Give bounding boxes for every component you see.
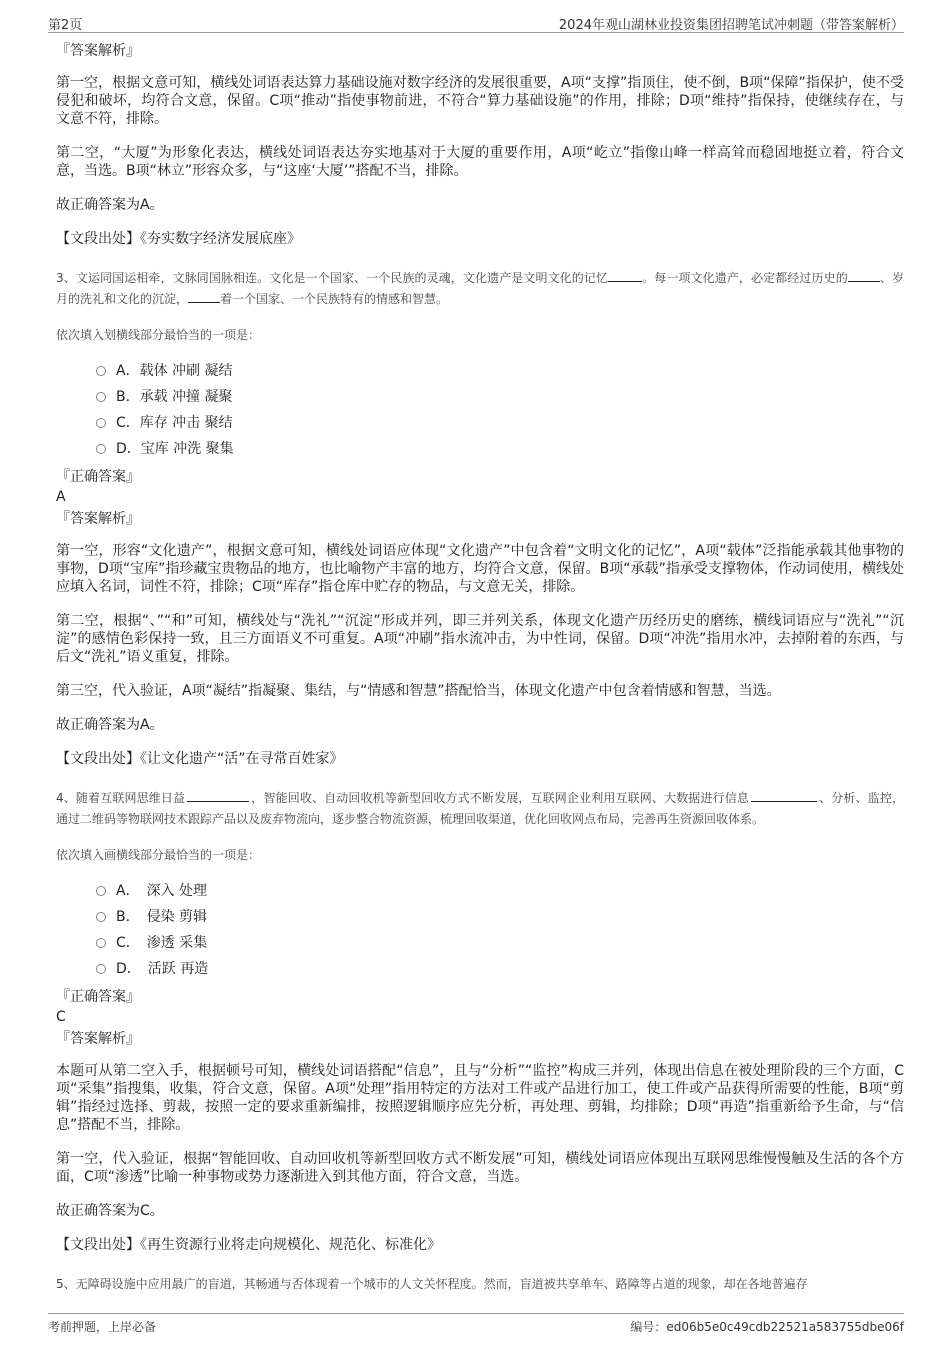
blank-3 bbox=[188, 291, 220, 303]
radio-icon[interactable] bbox=[96, 366, 106, 376]
document-id: 编号：ed06b5e0c49cdb22521a583755dbe06f bbox=[630, 1320, 904, 1334]
q4-stem bbox=[56, 788, 904, 830]
q2-source bbox=[56, 230, 904, 248]
q4-stem-part: ，智能回收、自动回收机等新型回收方式不断发展，互联网企业利用互联网、大数据进行信息 bbox=[251, 791, 750, 805]
blank-1 bbox=[187, 790, 249, 802]
q4-source bbox=[56, 1236, 904, 1254]
q2-analysis-para2: 第二空，“大厦”为形象化表达，横线处词语表达夯实地基对于大厦的重要作用，A项“屹立”指像山峰一样高耸而稳固地挺立着，符合文意，当选。B项“林立”形容众多，与“这座‘大厦’”搭配不当，排除。 bbox=[56, 145, 904, 179]
blank-1 bbox=[608, 270, 642, 282]
q4-options bbox=[96, 878, 904, 982]
q2-conclusion: 故正确答案为A。 bbox=[56, 197, 164, 213]
page-footer bbox=[48, 1313, 904, 1340]
q2-source-title: 《夯实数字经济发展底座》 bbox=[140, 231, 301, 247]
q3-option-c[interactable] bbox=[96, 410, 904, 436]
q3-analysis-para1: 第一空，形容“文化遗产”，根据文意可知，横线处词语应体现“文化遗产”中包含着“文明文化的记忆”，A项“载体”泛指能承载其他事物的事物，D项“宝库”指珍藏宝贵物品的地方，也比喻物产丰富的地方，均符合文意，保留。B项“承载”指承受支撑物体，作动词使用，横线处应填入名词，词性不符，排除；C项“库存”指仓库中贮存的物品，与文意无关，排除。 bbox=[56, 543, 904, 595]
q4-option-a[interactable] bbox=[96, 878, 904, 904]
option-label: A．载体 冲刷 凝结 bbox=[116, 363, 233, 379]
correct-answer-label: 『正确答案』 bbox=[56, 469, 140, 485]
q4-option-c[interactable] bbox=[96, 930, 904, 956]
q4-analysis-para1: 本题可从第二空入手，根据顿号可知，横线处词语搭配“信息”，且与“分析”“监控”构成三并列，体现出信息在被处理阶段的三个方面，C项“采集”指搜集，收集，符合文意，保留。A项“处理”指用特定的方法对工件或产品进行加工，使工件或产品获得所需要的性能，B项“剪辑”指经过选择、剪裁，按照一定的要求重新编排，按照逻辑顺序应先分析，再处理、剪辑，均排除；D项“再造”指重新给予生命，与“信息”搭配不当，排除。 bbox=[56, 1063, 904, 1133]
q4-stem-part: 4、随着互联网思维日益 bbox=[56, 791, 186, 805]
q3-option-d[interactable] bbox=[96, 436, 904, 462]
q4-source-title: 《再生资源行业将走向规模化、规范化、标准化》 bbox=[140, 1237, 441, 1253]
q3-stem-part: 、岁月的洗礼和文化的沉淀， bbox=[56, 271, 904, 306]
q4-prompt: 依次填入画横线部分最恰当的一项是： bbox=[56, 848, 261, 862]
q3-option-b[interactable] bbox=[96, 384, 904, 410]
q4-conclusion: 故正确答案为C。 bbox=[56, 1203, 164, 1219]
q4-analysis-para2: 第一空，代入验证，根据“智能回收、自动回收机等新型回收方式不断发展”可知，横线处词语应体现出互联网思维慢慢触及生活的各个方面，C项“渗透”比喻一种事物或势力逐渐进入到其他方面，符合文意，当选。 bbox=[56, 1151, 904, 1185]
correct-answer-label: 『正确答案』 bbox=[56, 989, 140, 1005]
blank-2 bbox=[751, 790, 817, 802]
option-label: B． 侵染 剪辑 bbox=[116, 909, 208, 925]
radio-icon[interactable] bbox=[96, 886, 106, 896]
blank-2 bbox=[848, 270, 880, 282]
analysis-label: 『答案解析』 bbox=[56, 511, 140, 527]
q5-stem: 5、无障碍设施中应用最广的盲道，其畅通与否体现着一个城市的人文关怀程度。然而，盲道被共享单车、路障等占道的现象，却在各地普遍存 bbox=[56, 1277, 808, 1291]
q3-analysis-para2: 第二空，根据“、”“和”可知，横线处与“洗礼”“沉淀”形成并列，即三并列关系，体现文化遗产历经历史的磨练，横线词语应与“洗礼”“沉淀”的感情色彩保持一致，且三方面语义不可重复。A项“冲刷”指水流冲击，为中性词，保留。D项“冲洗”指用水冲，去掉附着的东西，与后文“洗礼”语义重复，排除。 bbox=[56, 613, 904, 665]
source-prefix: 【文段出处】 bbox=[56, 751, 140, 767]
analysis-label: 『答案解析』 bbox=[56, 1031, 140, 1047]
q3-source bbox=[56, 750, 904, 768]
q3-stem-part: 着一个国家、一个民族特有的情感和智慧。 bbox=[220, 292, 449, 306]
q3-answer: A bbox=[56, 489, 66, 505]
page-header bbox=[48, 12, 904, 33]
document-body bbox=[56, 42, 904, 1311]
q3-prompt: 依次填入划横线部分最恰当的一项是： bbox=[56, 328, 261, 342]
q3-conclusion: 故正确答案为A。 bbox=[56, 717, 164, 733]
q3-source-title: 《让文化遗产“活”在寻常百姓家》 bbox=[140, 751, 344, 767]
option-label: D． 活跃 再造 bbox=[116, 961, 209, 977]
source-prefix: 【文段出处】 bbox=[56, 231, 140, 247]
q4-stem-part: 、分析、监控，通过二维码等物联网技术跟踪产品以及废弃物流向，逐步整合物流资源，梳理回收渠道，优化回收网点布局，完善再生资源回收体系。 bbox=[56, 791, 904, 826]
q3-analysis-para3: 第三空，代入验证，A项“凝结”指凝聚、集结，与“情感和智慧”搭配恰当，体现文化遗产中包含着情感和智慧，当选。 bbox=[56, 683, 781, 699]
document-title: 2024年观山湖林业投资集团招聘笔试冲刺题（带答案解析） bbox=[558, 18, 904, 33]
radio-icon[interactable] bbox=[96, 418, 106, 428]
q3-options bbox=[96, 358, 904, 462]
option-label: C．库存 冲击 聚结 bbox=[116, 415, 233, 431]
radio-icon[interactable] bbox=[96, 938, 106, 948]
q3-option-a[interactable] bbox=[96, 358, 904, 384]
option-label: A． 深入 处理 bbox=[116, 883, 208, 899]
radio-icon[interactable] bbox=[96, 912, 106, 922]
q3-stem-part: 3、文运同国运相牵，文脉同国脉相连。文化是一个国家、一个民族的灵魂，文化遗产是文明文化的记忆 bbox=[56, 271, 609, 285]
q3-stem bbox=[56, 268, 904, 310]
radio-icon[interactable] bbox=[96, 444, 106, 454]
source-prefix: 【文段出处】 bbox=[56, 1237, 140, 1253]
option-label: D．宝库 冲洗 聚集 bbox=[116, 441, 234, 457]
option-label: C． 渗透 采集 bbox=[116, 935, 208, 951]
q4-option-d[interactable] bbox=[96, 956, 904, 982]
option-label: B．承载 冲撞 凝聚 bbox=[116, 389, 233, 405]
analysis-label: 『答案解析』 bbox=[56, 43, 140, 59]
footer-slogan: 考前押题，上岸必备 bbox=[48, 1320, 157, 1334]
q2-analysis-para1: 第一空，根据文意可知，横线处词语表达算力基础设施对数字经济的发展很重要，A项“支撑”指顶住，使不倒，B项“保障”指保护，使不受侵犯和破坏，均符合文意，保留。C项“推动”指使事物前进，不符合“算力基础设施”的作用，排除；D项“维持”指保持，使继续存在，与文意不符，排除。 bbox=[56, 75, 904, 127]
q4-option-b[interactable] bbox=[96, 904, 904, 930]
page-number: 第2页 bbox=[48, 18, 83, 33]
q3-stem-part: 。每一项文化遗产，必定都经过历史的 bbox=[642, 271, 848, 285]
q4-answer: C bbox=[56, 1009, 66, 1025]
radio-icon[interactable] bbox=[96, 392, 106, 402]
radio-icon[interactable] bbox=[96, 964, 106, 974]
